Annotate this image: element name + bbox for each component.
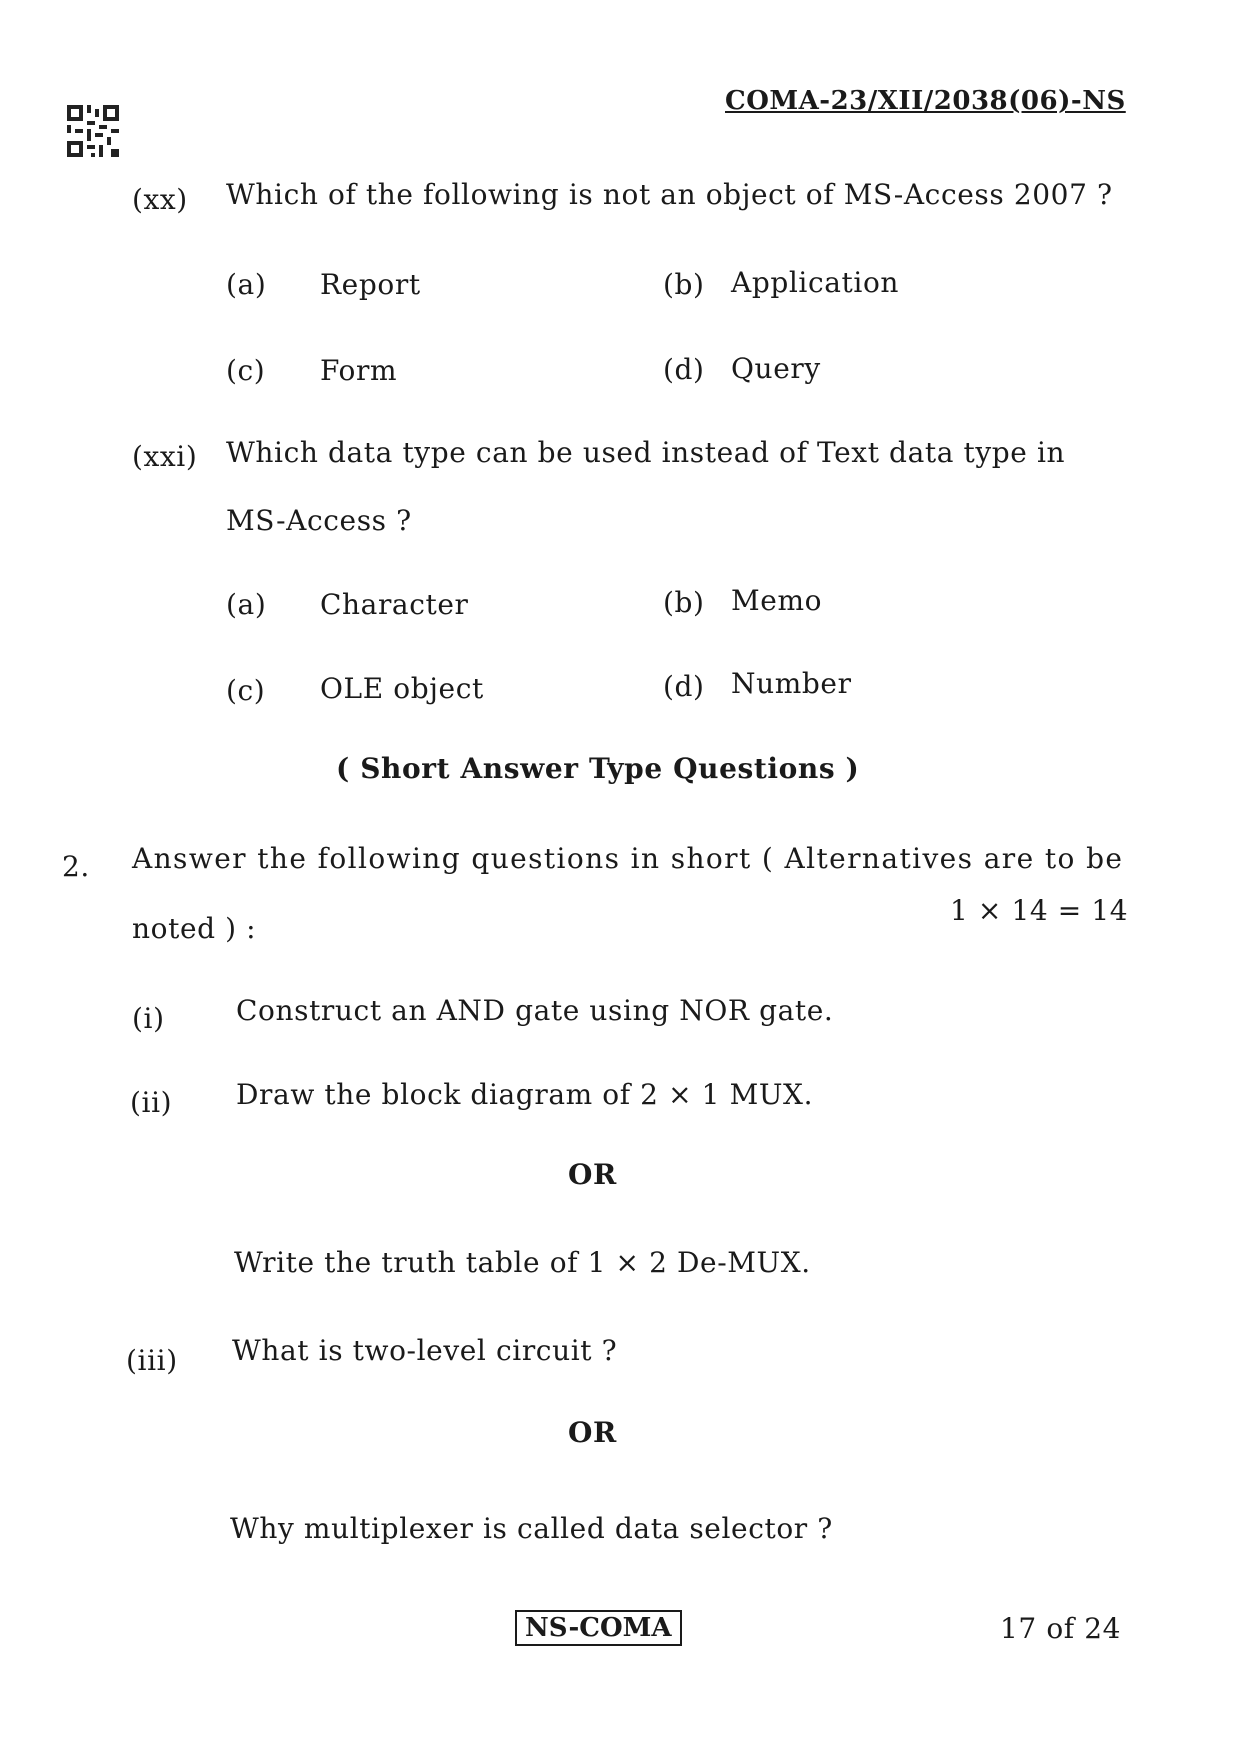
question-number: 2. xyxy=(62,850,90,883)
footer-code: NS-COMA xyxy=(515,1610,682,1646)
option-text: Query xyxy=(731,352,821,385)
subquestion-text: Construct an AND gate using NOR gate. xyxy=(236,994,834,1027)
option-label: (a) xyxy=(226,268,267,301)
option-text: Memo xyxy=(731,584,823,617)
question-number: (xx) xyxy=(132,183,188,216)
option-text: Form xyxy=(320,354,398,387)
option-label: (c) xyxy=(226,354,266,387)
subquestion-alternative: Why multiplexer is called data selector ? xyxy=(230,1512,833,1545)
marks: 1 × 14 = 14 xyxy=(950,894,1129,927)
option-text: Report xyxy=(320,268,421,301)
question-text: Which of the following is not an object of MS-Access 2007 ? xyxy=(226,178,1113,211)
option-text: OLE object xyxy=(320,672,484,705)
option-label: (d) xyxy=(663,670,705,703)
question-text: noted ) : xyxy=(132,912,257,945)
section-title: ( Short Answer Type Questions ) xyxy=(336,752,860,785)
option-text: Number xyxy=(731,667,852,700)
subquestion-number: (ii) xyxy=(130,1086,173,1119)
subquestion-text: Draw the block diagram of 2 × 1 MUX. xyxy=(236,1078,814,1111)
option-text: Application xyxy=(731,266,900,299)
question-text: Which data type can be used instead of Text data type in xyxy=(226,436,1066,469)
option-label: (d) xyxy=(663,353,705,386)
or-label: OR xyxy=(568,1416,617,1449)
option-label: (a) xyxy=(226,588,267,621)
question-text: MS-Access ? xyxy=(226,504,412,537)
subquestion-number: (iii) xyxy=(126,1344,178,1377)
option-label: (b) xyxy=(663,586,705,619)
option-label: (c) xyxy=(226,674,266,707)
subquestion-number: (i) xyxy=(132,1002,165,1035)
option-text: Character xyxy=(320,588,469,621)
question-number: (xxi) xyxy=(132,440,198,473)
qr-code-icon xyxy=(67,105,119,157)
subquestion-text: What is two-level circuit ? xyxy=(232,1334,618,1367)
page-number: 17 of 24 xyxy=(1000,1612,1122,1645)
or-label: OR xyxy=(568,1158,617,1191)
option-label: (b) xyxy=(663,268,705,301)
question-text: Answer the following questions in short ( Alternatives are to be xyxy=(132,842,1124,875)
document-code: COMA-23/XII/2038(06)-NS xyxy=(725,86,1126,116)
subquestion-alternative: Write the truth table of 1 × 2 De-MUX. xyxy=(234,1246,811,1279)
